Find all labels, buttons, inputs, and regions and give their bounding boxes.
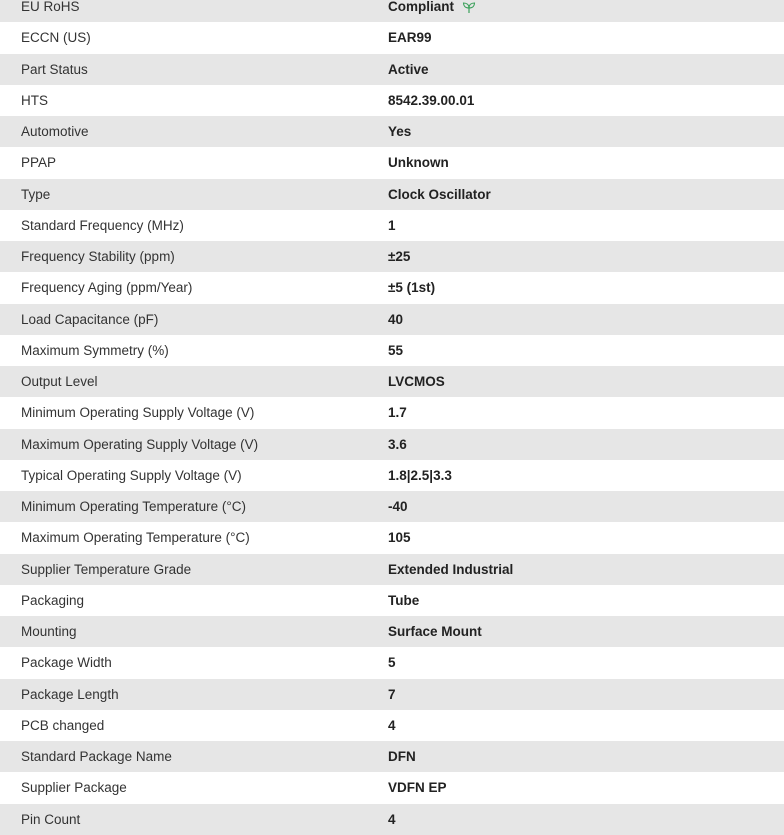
spec-label: Packaging bbox=[21, 592, 85, 608]
spec-value: LVCMOS bbox=[388, 374, 445, 390]
spec-label: Package Length bbox=[21, 686, 119, 702]
spec-value: Clock Oscillator bbox=[388, 186, 491, 202]
leaf-icon bbox=[462, 0, 476, 14]
spec-label: EU RoHS bbox=[21, 0, 80, 15]
spec-row-min-operating-temperature bbox=[0, 491, 784, 522]
spec-value: 40 bbox=[388, 311, 404, 327]
spec-row-frequency-stability bbox=[0, 241, 784, 272]
spec-label: Maximum Operating Supply Voltage (V) bbox=[21, 436, 259, 452]
spec-row-eccn bbox=[0, 22, 784, 53]
spec-row-packaging bbox=[0, 585, 784, 616]
spec-value: 55 bbox=[388, 342, 404, 358]
spec-value: EAR99 bbox=[388, 30, 432, 46]
spec-value: Unknown bbox=[388, 155, 449, 171]
spec-value: -40 bbox=[388, 499, 408, 515]
spec-label: Automotive bbox=[21, 124, 89, 140]
spec-row-type bbox=[0, 179, 784, 210]
spec-value: Compliant bbox=[388, 0, 454, 15]
spec-value: Extended Industrial bbox=[388, 561, 514, 577]
spec-label: Supplier Temperature Grade bbox=[21, 561, 192, 577]
spec-value: 105 bbox=[388, 530, 411, 546]
spec-label: Standard Package Name bbox=[21, 749, 172, 765]
spec-label: Frequency Stability (ppm) bbox=[21, 249, 175, 265]
spec-value: 7 bbox=[388, 686, 396, 702]
spec-value: DFN bbox=[388, 749, 416, 765]
spec-row-package-width bbox=[0, 647, 784, 678]
spec-value-wrapper bbox=[388, 0, 784, 14]
spec-row-pin-count bbox=[0, 804, 784, 835]
spec-label: Standard Frequency (MHz) bbox=[21, 217, 184, 233]
spec-value: VDFN EP bbox=[388, 780, 447, 796]
spec-row-typical-supply-voltage bbox=[0, 460, 784, 491]
spec-label: ECCN (US) bbox=[21, 30, 91, 46]
spec-row-output-level bbox=[0, 366, 784, 397]
spec-row-maximum-symmetry bbox=[0, 335, 784, 366]
spec-label: Part Status bbox=[21, 61, 88, 77]
spec-row-pcb-changed bbox=[0, 710, 784, 741]
spec-row-ppap bbox=[0, 147, 784, 178]
spec-row-standard-package-name bbox=[0, 741, 784, 772]
spec-label: Maximum Operating Temperature (°C) bbox=[21, 530, 250, 546]
spec-row-eu-rohs bbox=[0, 0, 784, 22]
spec-label: Minimum Operating Supply Voltage (V) bbox=[21, 405, 255, 421]
spec-row-min-supply-voltage bbox=[0, 397, 784, 428]
spec-value: ±5 (1st) bbox=[388, 280, 436, 296]
spec-value: 3.6 bbox=[388, 436, 407, 452]
spec-row-standard-frequency bbox=[0, 210, 784, 241]
spec-label: Typical Operating Supply Voltage (V) bbox=[21, 467, 242, 483]
spec-label: Type bbox=[21, 186, 51, 202]
spec-label: Supplier Package bbox=[21, 780, 127, 796]
spec-value: Surface Mount bbox=[388, 624, 482, 640]
spec-label: Frequency Aging (ppm/Year) bbox=[21, 280, 193, 296]
spec-value: 1.8|2.5|3.3 bbox=[388, 467, 452, 483]
spec-row-frequency-aging bbox=[0, 272, 784, 303]
spec-value: 1.7 bbox=[388, 405, 407, 421]
spec-value: 5 bbox=[388, 655, 396, 671]
spec-row-max-supply-voltage bbox=[0, 429, 784, 460]
spec-label: HTS bbox=[21, 92, 48, 108]
spec-row-supplier-package bbox=[0, 772, 784, 803]
spec-label: Package Width bbox=[21, 655, 112, 671]
spec-label: PCB changed bbox=[21, 717, 105, 733]
spec-label: Mounting bbox=[21, 624, 77, 640]
spec-label: Minimum Operating Temperature (°C) bbox=[21, 499, 246, 515]
spec-row-automotive bbox=[0, 116, 784, 147]
spec-label: Maximum Symmetry (%) bbox=[21, 342, 169, 358]
spec-row-hts bbox=[0, 85, 784, 116]
spec-label: Load Capacitance (pF) bbox=[21, 311, 159, 327]
spec-label: PPAP bbox=[21, 155, 57, 171]
spec-row-package-length bbox=[0, 679, 784, 710]
spec-value: 4 bbox=[388, 717, 396, 733]
spec-value: 8542.39.00.01 bbox=[388, 92, 475, 108]
spec-value: Yes bbox=[388, 124, 412, 140]
spec-value: Active bbox=[388, 61, 429, 77]
spec-value: 4 bbox=[388, 811, 396, 827]
spec-value: Tube bbox=[388, 592, 420, 608]
spec-label: Pin Count bbox=[21, 811, 81, 827]
spec-label: Output Level bbox=[21, 374, 98, 390]
spec-value: 1 bbox=[388, 217, 396, 233]
spec-row-max-operating-temperature bbox=[0, 522, 784, 553]
spec-value: ±25 bbox=[388, 249, 411, 265]
spec-row-load-capacitance bbox=[0, 304, 784, 335]
spec-row-supplier-temperature-grade bbox=[0, 554, 784, 585]
spec-row-part-status bbox=[0, 54, 784, 85]
spec-row-mounting bbox=[0, 616, 784, 647]
